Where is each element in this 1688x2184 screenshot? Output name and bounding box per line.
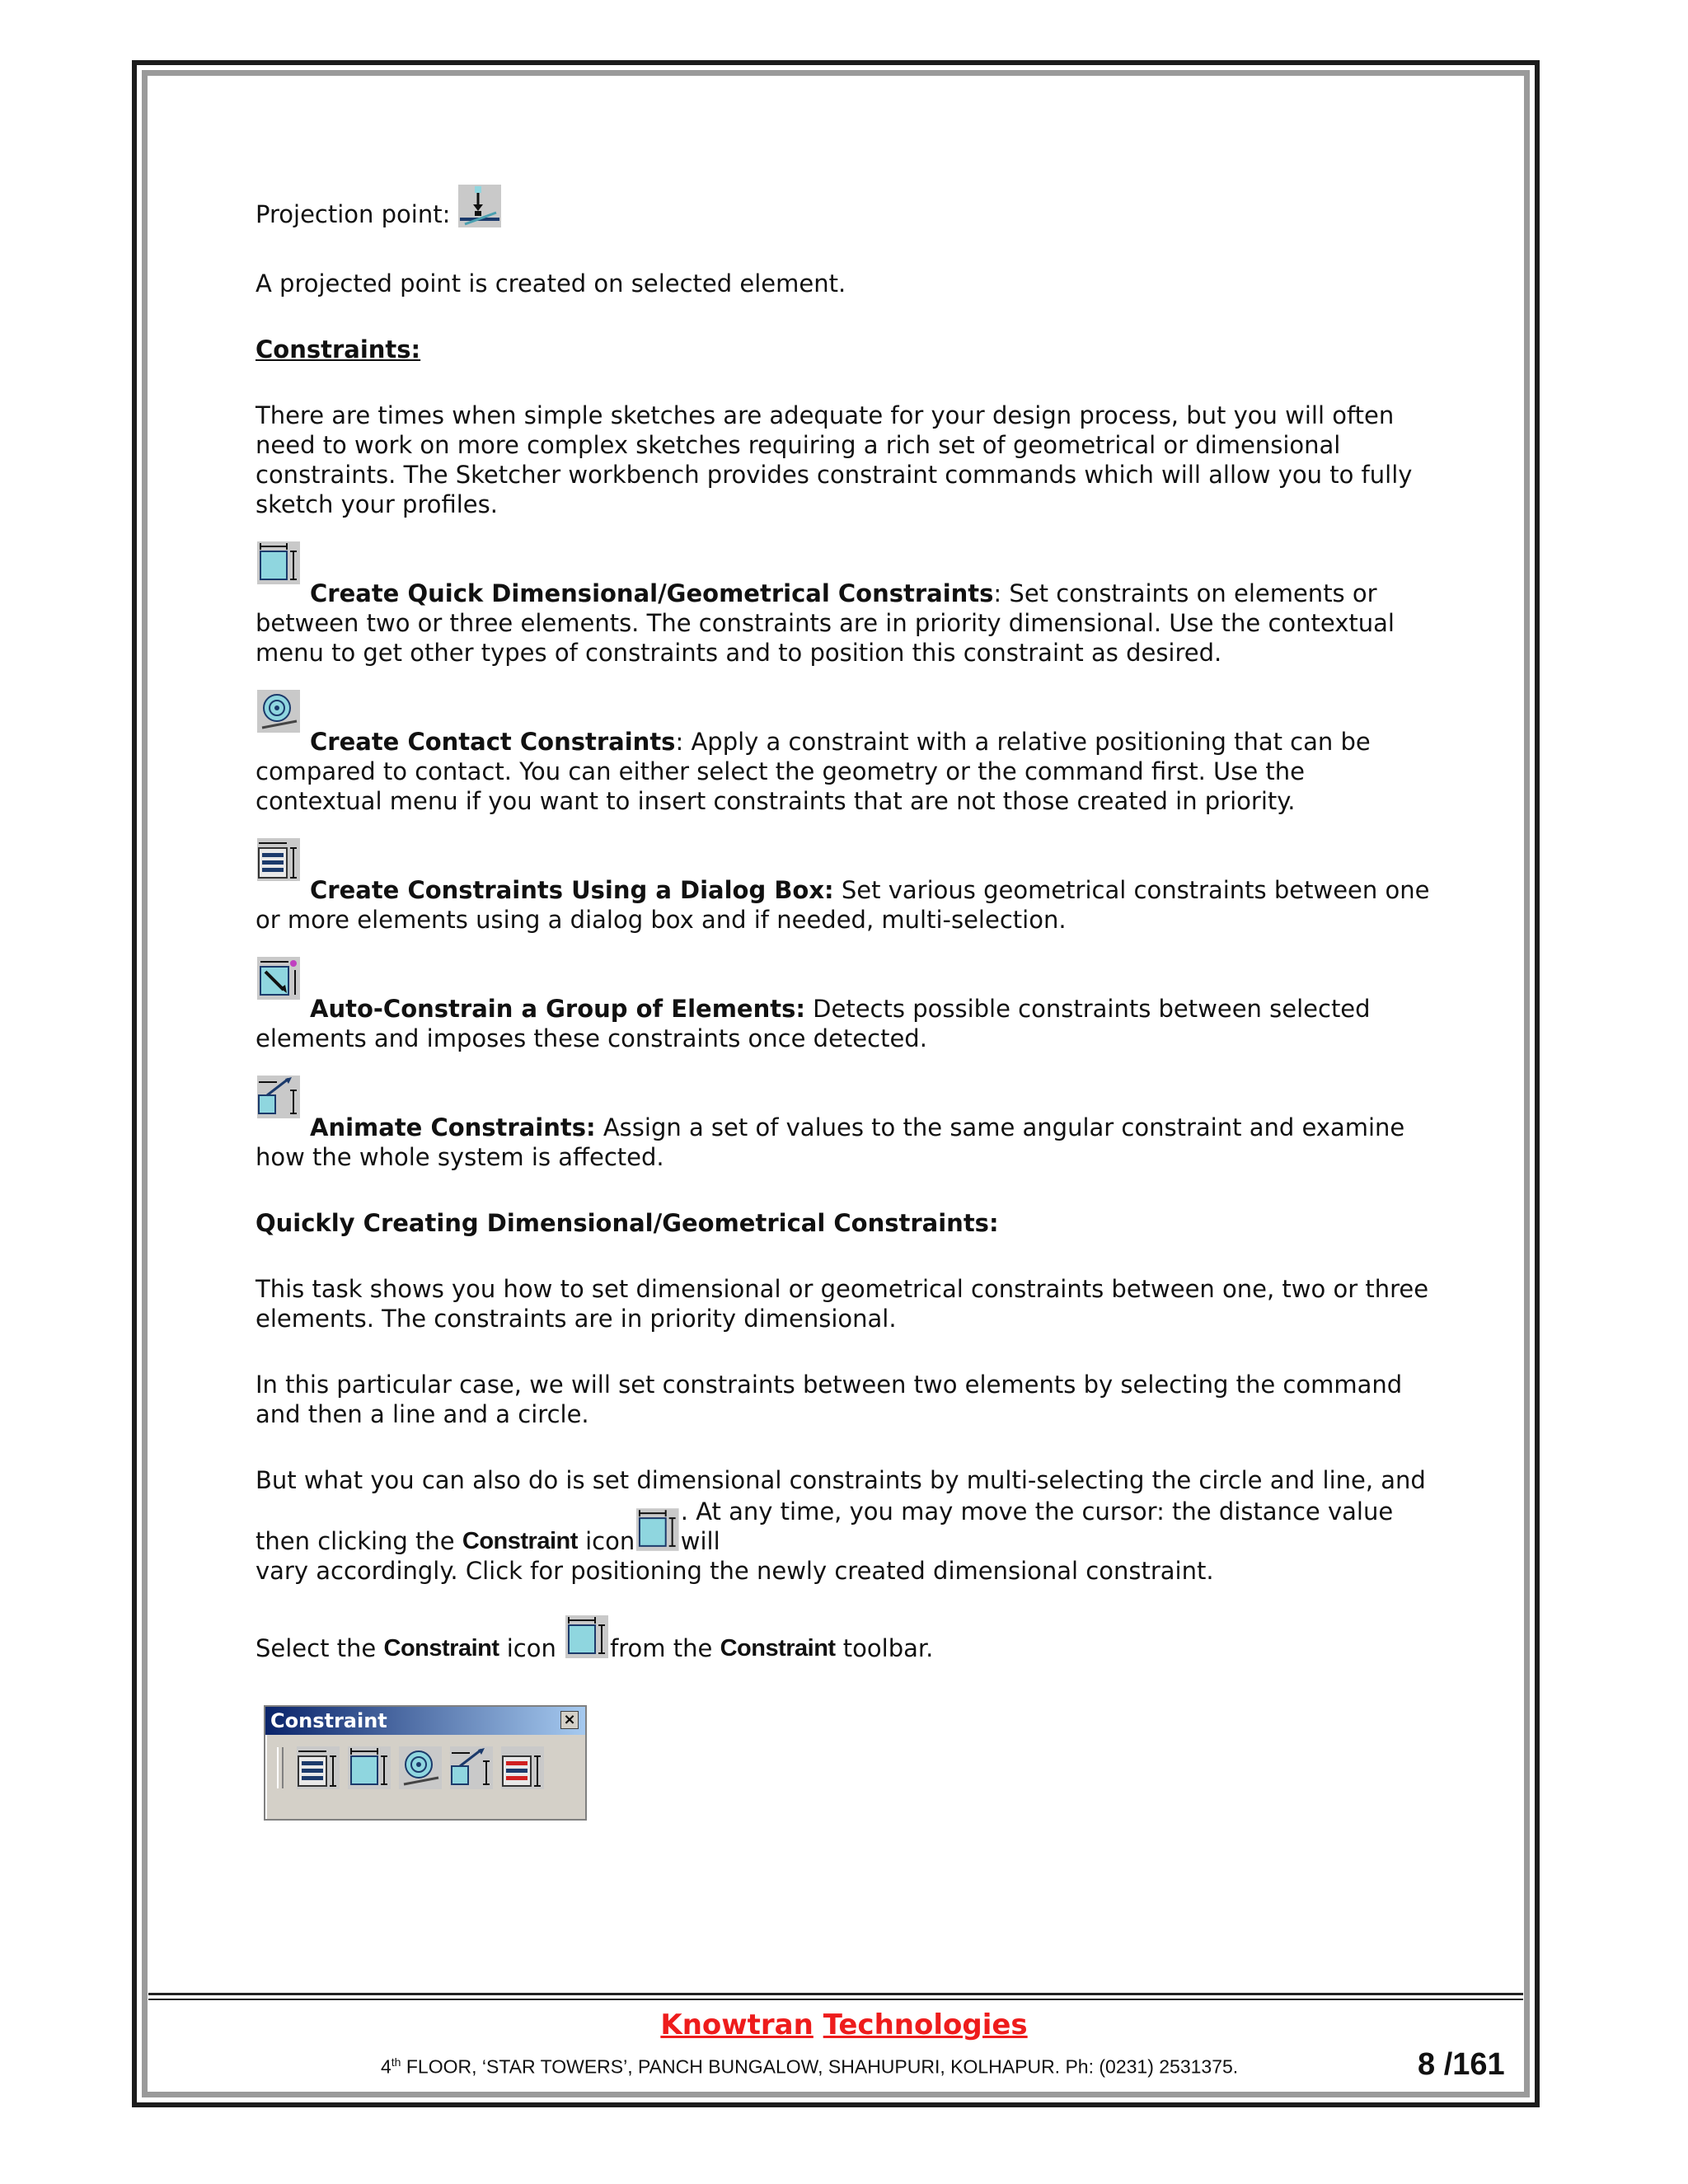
feature-dialog-constraints [256, 875, 1434, 935]
quick-constraint-icon [256, 540, 302, 586]
quick-paragraph-1: This task shows you how to set dimensional or geometrical constraints between one, two or three elements. The constraints are in priority dimensional. [256, 1275, 1429, 1333]
constraints-intro: There are times when simple sketches are adequate for your design process, but you will often need to work on more complex sketches requiring a rich set of geometrical or dimensional constraints. The Sketcher workbench provides constraint commands which will allow you to fully sketch your profiles. [256, 401, 1413, 518]
feature-contact-constraints [256, 727, 1434, 816]
feature-quick-constraints [256, 579, 1434, 668]
contact-constraint-icon[interactable] [397, 1745, 443, 1791]
animate-constraint-icon[interactable] [448, 1745, 495, 1791]
select-constraint-instruction [256, 1614, 1434, 1663]
animate-constraint-icon [256, 1074, 302, 1120]
constraint-keyword: Constraint [383, 1635, 499, 1661]
toolbar-titlebar [265, 1707, 585, 1735]
feature-title: Create Constraints Using a Dialog Box: [310, 876, 834, 904]
quick-heading: Quickly Creating Dimensional/Geometrical Constraints: [256, 1209, 999, 1237]
feature-animate-constraints [256, 1113, 1434, 1172]
dialog-constraint-icon [256, 837, 302, 883]
feature-text: Set various geometrical constraints between one or more elements using a dialog box and if needed, multi-selection. [256, 876, 1430, 934]
feature-auto-constrain [256, 994, 1434, 1053]
company-name [0, 2008, 1688, 2041]
address-floor-number: 4 [381, 2055, 392, 2078]
toolbar-grip[interactable] [277, 1747, 284, 1788]
text-span: from the [610, 1634, 720, 1662]
constraint-icon-inline [564, 1614, 610, 1660]
company-name-second: Technologies [823, 2008, 1028, 2041]
projection-point-icon [457, 183, 503, 229]
feature-text: Set constraints on elements or between two or three elements. The constraints are in priority dimensional. Use the contextual menu to get other types of constraints and to position this constraint as desired. [256, 579, 1395, 667]
projection-point-line [256, 183, 1434, 229]
text-span: toolbar. [835, 1634, 934, 1662]
text-span: icon [499, 1634, 565, 1662]
company-address [381, 2055, 1238, 2079]
projection-point-description: A projected point is created on selected element. [256, 269, 846, 298]
projection-point-label: Projection point: [256, 200, 451, 228]
feature-text: Assign a set of values to the same angular constraint and examine how the whole system is affected. [256, 1113, 1405, 1171]
text-span: then clicking the [256, 1527, 462, 1555]
quick-constraint-icon[interactable] [346, 1745, 392, 1791]
constraint-keyword: Constraint [462, 1528, 578, 1554]
feature-title: Auto-Constrain a Group of Elements: [310, 995, 805, 1023]
constraint-keyword: Constraint [720, 1635, 836, 1661]
company-name-first: Knowtran [660, 2008, 814, 2041]
text-span: . At any time, you may move the cursor: the distance value will [680, 1497, 1394, 1555]
constraints-heading: Constraints: [256, 335, 421, 363]
edit-multi-constraint-icon[interactable] [499, 1745, 546, 1791]
quick-paragraph-3-line-1: But what you can also do is set dimensional constraints by multi-selecting the circle and line, and [256, 1466, 1426, 1494]
quick-paragraph-2: In this particular case, we will set constraints between two elements by selecting the command and then a line and a circle. [256, 1371, 1403, 1428]
quick-paragraph-3-line-3: vary accordingly. Click for positioning the newly created dimensional constraint. [256, 1557, 1214, 1585]
contact-constraint-icon [256, 688, 302, 734]
address-text: FLOOR, ‘STAR TOWERS’, PANCH BUNGALOW, SHAHUPURI, KOLHAPUR. Ph: (0231) 2531375. [401, 2055, 1239, 2078]
feature-title: Animate Constraints: [310, 1113, 596, 1141]
close-icon[interactable]: × [560, 1711, 579, 1729]
footer-rule-bottom [148, 1999, 1523, 2000]
feature-text: Detects possible constraints between selected elements and imposes these constraints once detected. [256, 995, 1371, 1052]
toolbar-buttons [265, 1735, 585, 1791]
footer-rule-top [148, 1993, 1523, 1995]
feature-title: Create Quick Dimensional/Geometrical Constraints [310, 579, 994, 607]
document-body [256, 183, 1434, 1663]
quick-paragraph-3 [256, 1465, 1434, 1586]
dialog-constraint-icon[interactable] [295, 1745, 341, 1791]
toolbar-title: Constraint [270, 1709, 387, 1732]
feature-title: Create Contact Constraints [310, 728, 676, 756]
text-span: Select the [256, 1634, 384, 1662]
address-floor-suffix: th [391, 2055, 401, 2069]
text-span: icon [577, 1527, 635, 1555]
constraint-toolbar [264, 1705, 587, 1821]
feature-sep: : [675, 728, 684, 756]
constraint-icon-inline [635, 1507, 681, 1553]
feature-text: Apply a constraint with a relative positioning that can be compared to contact. You can either select the geometry or the command first. Use the contextual menu if you want to insert constraints that are not those created in priority. [256, 728, 1371, 815]
page-number: 8 /161 [1418, 2047, 1505, 2082]
feature-sep: : [993, 579, 1002, 607]
auto-constrain-icon [256, 955, 302, 1001]
quick-paragraph-3-line-2 [256, 1497, 1434, 1556]
